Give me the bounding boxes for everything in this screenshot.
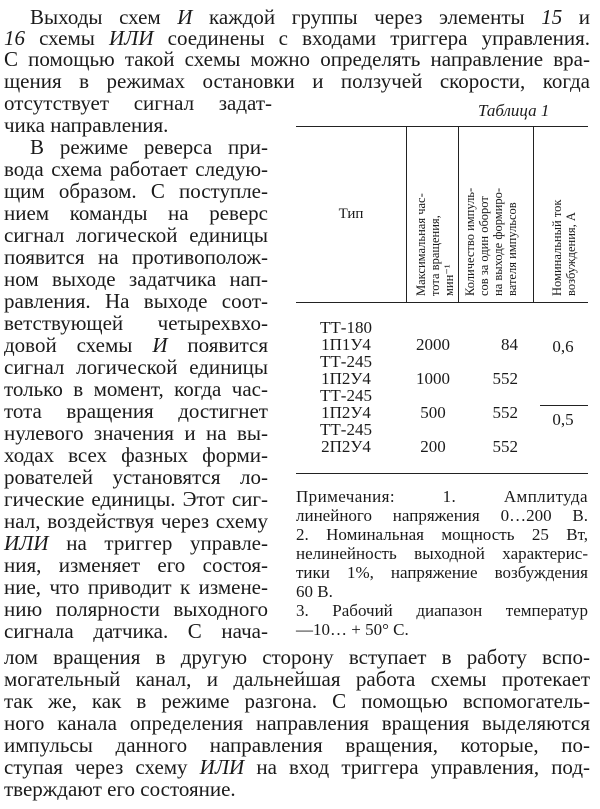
pulses-cell: 552	[492, 369, 518, 388]
current-cell: 0,5	[552, 410, 574, 429]
note-line: нелинейность выходной характерис-	[296, 544, 588, 563]
header-current: Номинальный ток возбуждения, А	[550, 199, 578, 296]
pulses-cell: 552	[492, 437, 518, 456]
text-line-10: нием команды на реверс	[4, 201, 268, 225]
type-cell: ТТ-245	[320, 352, 372, 371]
text-line-21: ходах всех фазных форми-	[4, 443, 268, 467]
table-col-divider-3	[533, 126, 534, 302]
text-line-16: довой схемы И появится	[4, 333, 268, 357]
text-line-35: ступая через схему ИЛИ на вход триггера управления, под-	[4, 755, 591, 779]
text-line-13: ном выходе задатчика нап-	[4, 267, 268, 291]
text-line-20: нулевого значения и на вы-	[4, 421, 268, 445]
note-line: 60 В.	[296, 582, 333, 601]
text-line-1: Выходы схем И каждой группы через элементы 15 и	[30, 5, 590, 29]
text-line-27: ние, что приводит к измене-	[4, 575, 268, 599]
text-line-19: тота вращения достигнет	[4, 399, 268, 423]
current-divider	[540, 405, 588, 406]
type-cell: ТТ-180	[320, 318, 372, 337]
text-line-34: импульсы данного направления вращения, которые, по-	[4, 733, 590, 757]
type-cell: 1П1У4	[321, 335, 371, 354]
note-line: линейного напряжения 0…200 В.	[296, 506, 588, 525]
text-line-11: сигнал логической единицы	[4, 223, 268, 247]
pulses-cell: 84	[501, 335, 518, 354]
text-line-8: вода схема работает следую-	[4, 157, 268, 181]
type-cell: ТТ-245	[320, 386, 372, 405]
text-line-33: ного канала определения направления вращения выделяются	[4, 711, 590, 735]
text-line-2: 16 схемы ИЛИ соединены с входами триггера управления.	[4, 26, 590, 50]
text-line-30: лом вращения в другую сторону вступает в работу вспо-	[4, 645, 590, 669]
text-line-25: ИЛИ на триггер управле-	[4, 531, 268, 555]
text-line-24: нал, воздействуя через схему	[4, 509, 268, 533]
header-pulses: Количество импуль- сов за один оборот на выходе формиро- вателя импульсов	[463, 187, 519, 296]
text-line-23: гические единицы. Этот сиг-	[4, 487, 268, 511]
note-line: тики 1%, напряжение возбуждения	[296, 563, 588, 582]
speed-cell: 1000	[416, 369, 450, 388]
table-caption: Таблица 1	[478, 101, 550, 120]
text-line-14: равления. На выходе соот-	[4, 289, 268, 313]
text-line-29: сигнала датчика. С нача-	[4, 619, 268, 643]
text-line-18: только в момент, когда час-	[4, 377, 268, 401]
type-cell: ТТ-245	[320, 420, 372, 439]
text-line-36: тверждают его состояние.	[4, 777, 236, 801]
text-line-9: щим образом. С поступле-	[4, 179, 268, 203]
note-line: Примечания: 1. Амплитуда	[296, 487, 588, 506]
table-col-divider-1	[406, 126, 407, 302]
header-type: Тип	[338, 206, 364, 222]
type-cell: 1П2У4	[321, 369, 371, 388]
speed-cell: 500	[420, 403, 446, 422]
note-line: 3. Рабочий диапазон температур	[296, 601, 588, 620]
text-line-15: ветствующей четырехвхо-	[4, 311, 268, 335]
pulses-cell: 552	[492, 403, 518, 422]
text-line-6: чика направления.	[4, 113, 169, 137]
text-line-5: отсутствует сигнал задат-	[4, 91, 272, 115]
current-cell: 0,6	[552, 337, 574, 356]
text-line-17: сигнал логической единицы	[4, 355, 268, 379]
text-line-28: нию полярности выходного	[4, 597, 268, 621]
text-line-31: могательный канал, и дальнейшая работа схемы протекает	[4, 667, 590, 691]
text-line-32: так же, как в режиме разгона. С помощью вспомогатель-	[4, 689, 590, 713]
text-line-26: ния, изменяет его состоя-	[4, 553, 268, 577]
type-cell: 2П2У4	[321, 437, 371, 456]
speed-cell: 2000	[416, 335, 450, 354]
speed-cell: 200	[420, 437, 446, 456]
text-line-3: С помощью такой схемы можно определять направление вра-	[4, 47, 590, 71]
table-header-rule	[296, 302, 588, 303]
table-col-divider-2	[458, 126, 459, 302]
header-speed: Максимальная час- тота вращения, мин⁻¹	[414, 193, 456, 296]
note-line: 2. Номинальная мощность 25 Вт,	[296, 525, 588, 544]
text-line-22: рователей установятся ло-	[4, 465, 268, 489]
text-line-4: щения в режимах остановки и ползучей скорости, когда	[4, 69, 590, 93]
text-line-12: появится на противополож-	[4, 245, 268, 269]
table-bottom-rule	[296, 473, 588, 474]
type-cell: 1П2У4	[321, 403, 371, 422]
table-top-rule	[296, 126, 588, 127]
note-line: —10… + 50° С.	[296, 620, 409, 639]
text-line-7: В режиме реверса при-	[30, 135, 268, 159]
